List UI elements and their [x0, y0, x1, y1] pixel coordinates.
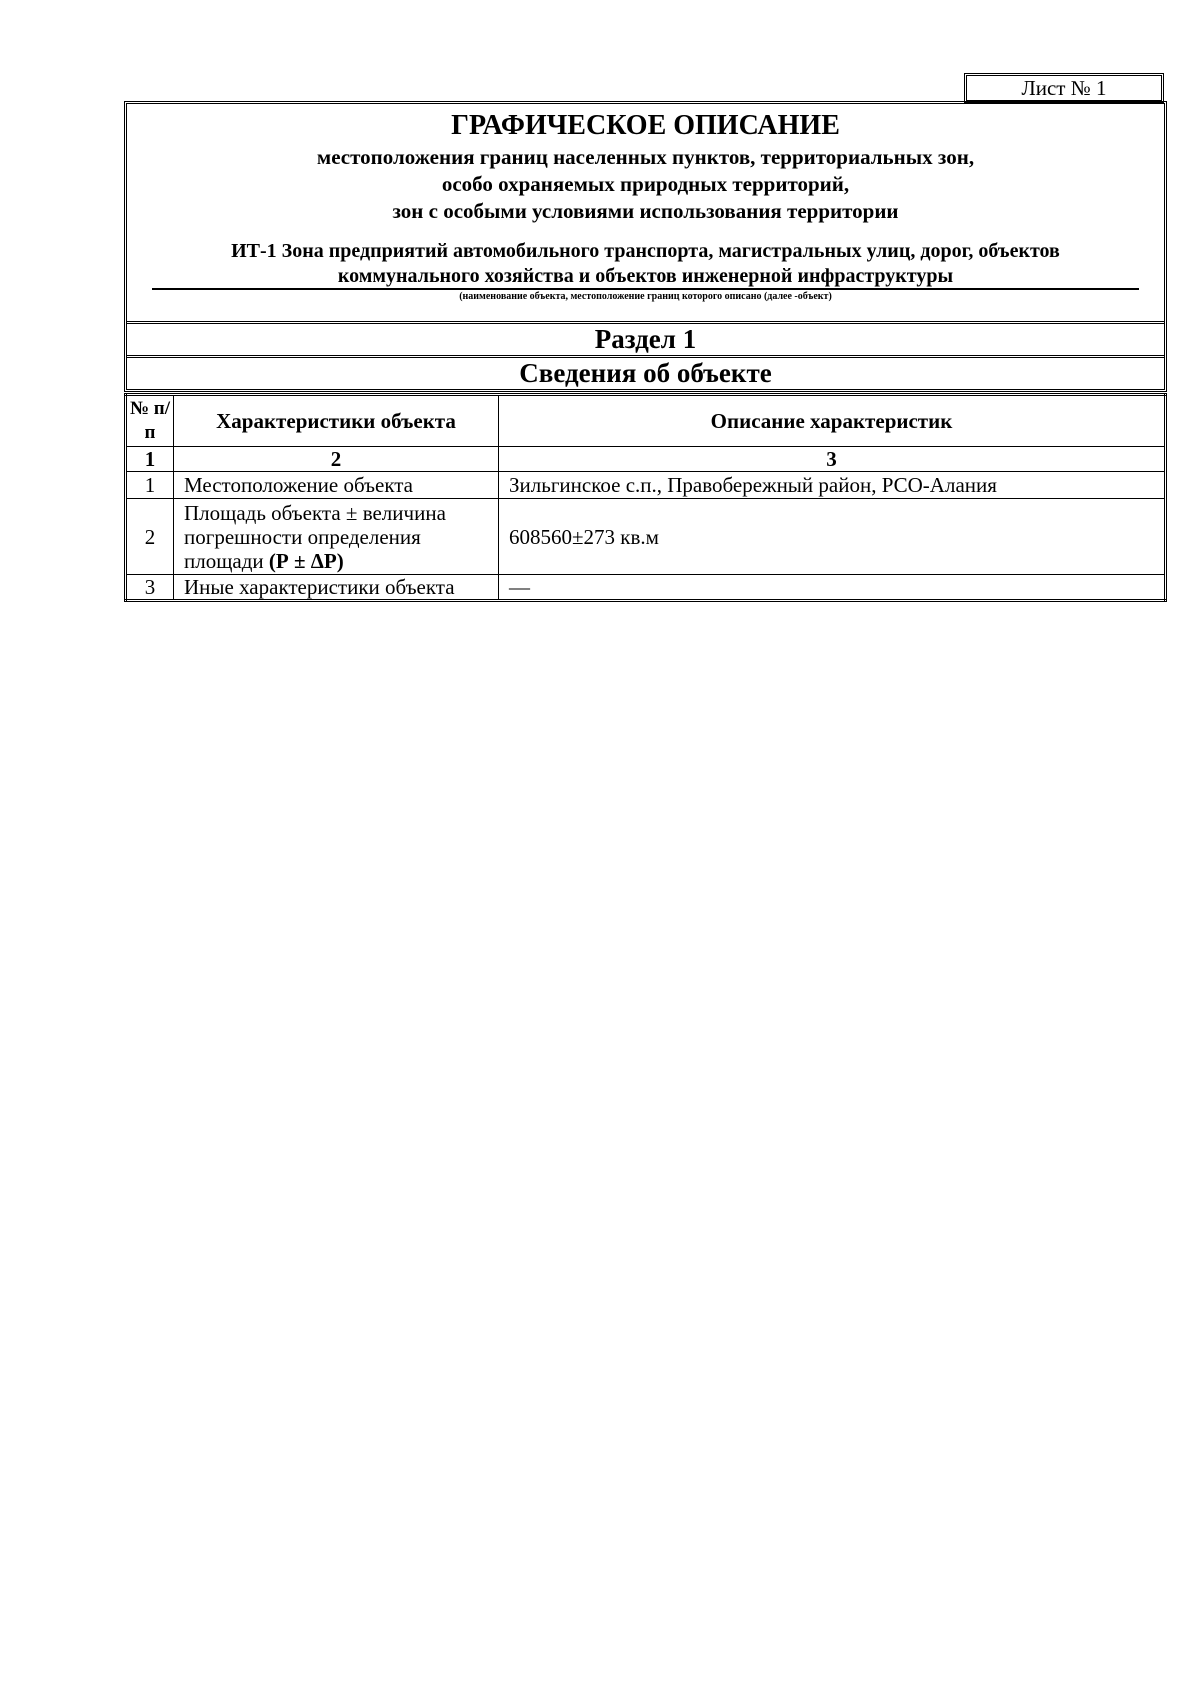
- area-formula: (Р ± ΔР): [268, 548, 344, 573]
- table-row: [126, 575, 1166, 601]
- row-description: 608560±273 кв.м: [499, 499, 1166, 575]
- row-characteristic-cell: [174, 499, 499, 575]
- table-header-row: [126, 395, 1166, 447]
- column-index-row: [126, 447, 1166, 472]
- object-info-table: [124, 393, 1167, 602]
- subtitle-line: зон с особыми условиями использования территории: [392, 199, 899, 223]
- table-row: [126, 472, 1166, 499]
- column-index: 3: [499, 447, 1166, 472]
- object-name: [147, 239, 1144, 289]
- document-header: [124, 101, 1167, 392]
- column-header-description: Описание характеристик: [499, 395, 1166, 447]
- column-index: 1: [126, 447, 174, 472]
- row-number: 2: [126, 499, 174, 575]
- column-header-num: № п/п: [126, 395, 174, 447]
- table-row: [126, 499, 1166, 575]
- sheet-number-label: Лист № 1: [964, 73, 1164, 103]
- row-characteristic: Иные характеристики объекта: [174, 575, 499, 601]
- column-header-characteristic: Характеристики объекта: [174, 395, 499, 447]
- object-name-caption: (наименование объекта, местоположение границ которого описано (далее -объект): [459, 291, 832, 302]
- section-heading: Раздел 1: [127, 321, 1164, 355]
- section-title: Сведения об объекте: [127, 355, 1164, 389]
- row-number: 3: [126, 575, 174, 601]
- object-name-line: ИТ-1 Зона предприятий автомобильного транспорта, магистральных улиц, дорог, объектов: [231, 240, 1060, 262]
- row-characteristic: Местоположение объекта: [174, 472, 499, 499]
- column-index: 2: [174, 447, 499, 472]
- row-description: —: [499, 575, 1166, 601]
- document-subtitle: [127, 144, 1164, 225]
- subtitle-line: особо охраняемых природных территорий,: [441, 172, 850, 196]
- row-description: Зильгинское с.п., Правобережный район, РСО-Алания: [499, 472, 1166, 499]
- row-characteristic: Площадь объекта ± величина погрешности определения площади: [184, 500, 446, 573]
- row-number: 1: [126, 472, 174, 499]
- subtitle-line: местоположения границ населенных пунктов, территориальных зон,: [316, 145, 975, 169]
- document-title: ГРАФИЧЕСКОЕ ОПИСАНИЕ: [451, 110, 840, 141]
- object-name-line: коммунального хозяйства и объектов инженерной инфраструктуры: [337, 265, 954, 287]
- object-name-underline: [152, 288, 1139, 290]
